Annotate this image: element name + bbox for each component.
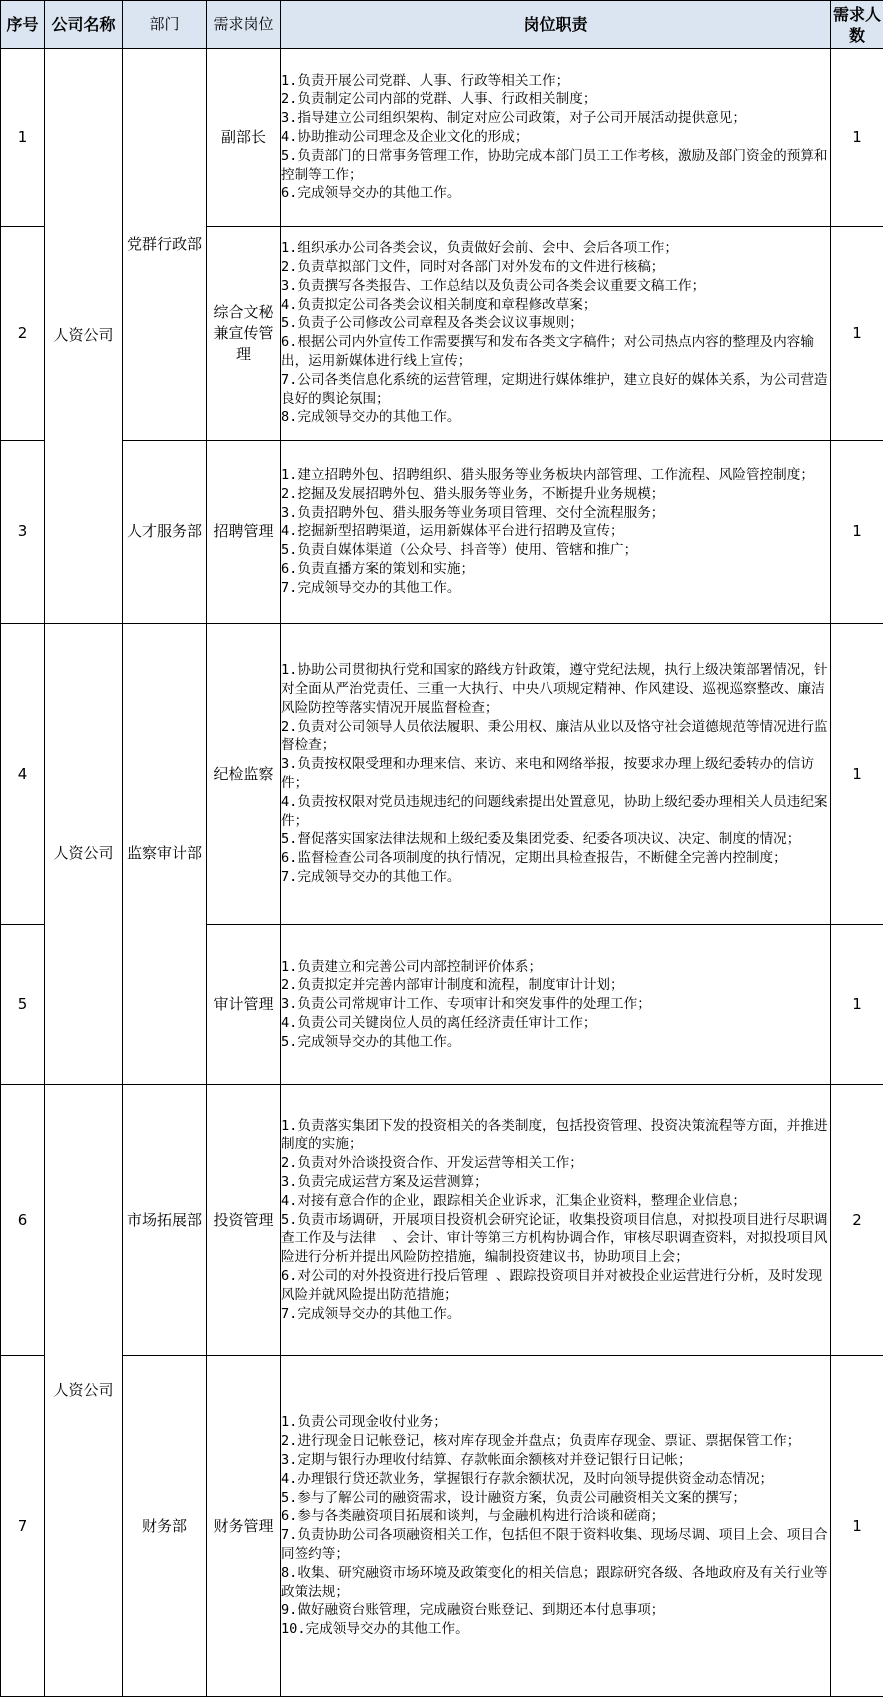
duty-item: 1.负责开展公司党群、人事、行政等相关工作； [281, 72, 570, 89]
duties-cell [281, 1356, 831, 1697]
duty-item: 5.参与了解公司的融资需求，设计融资方案，负责公司融资相关文案的撰写； [281, 1489, 746, 1506]
duty-item: 6.对公司的对外投资进行投后管理 、跟踪投资项目并对被投企业运营进行分析，及时发现风险并就风险提出防范措施； [281, 1268, 823, 1303]
duty-item: 3.负责招聘外包、猎头服务等业务项目管理、交付全流程服务； [281, 504, 665, 521]
header-row [1, 1, 883, 49]
position-name: 综合文秘兼宣传管理 [207, 226, 281, 440]
duty-item: 8.收集、研究融资市场环境及政策变化的相关信息；跟踪研究各级、各地政府及有关行业等政策法规； [281, 1564, 828, 1600]
headcount: 2 [831, 1084, 883, 1355]
duty-item: 2.负责草拟部门文件，同时对各部门对外发布的文件进行核稿； [281, 259, 665, 276]
duties-cell [281, 623, 831, 924]
headcount: 1 [831, 1356, 883, 1697]
headcount: 1 [831, 226, 883, 440]
department-name: 财务部 [123, 1356, 207, 1697]
duty-item: 6.监督检查公司各项制度的执行情况，定期出具检查报告，不断健全完善内控制度； [281, 850, 787, 867]
duty-item: 2.负责对外洽谈投资合作、开发运营等相关工作； [281, 1155, 583, 1172]
duty-item: 2.负责拟定并完善内部审计制度和流程，制度审计计划； [281, 977, 624, 994]
duty-item: 5.负责市场调研，开展项目投资机会研究论证，收集投资项目信息，对拟投项目进行尽职调查工作及与法律 、会计、审计等第三方机构协调合作，审核尽职调查资料，对拟投项目风险进行分析并提出风险防控措施，编制投资建议书，协助项目上会； [281, 1211, 828, 1266]
table-row [1, 440, 883, 623]
row-index: 4 [1, 623, 45, 924]
duty-item: 6.根据公司内外宣传工作需要撰写和发布各类文字稿件；对公司热点内容的整理及内容输出，运用新媒体进行线上宣传； [281, 334, 814, 370]
duties-cell [281, 226, 831, 440]
duty-item: 2.进行现金日记帐登记，核对库存现金并盘点；负责库存现金、票证、票据保管工作； [281, 1433, 801, 1450]
duty-item: 10.完成领导交办的其他工作。 [281, 1621, 469, 1638]
header-duties: 岗位职责 [281, 1, 831, 49]
duty-item: 3.负责完成运营方案及运营测算； [281, 1174, 488, 1191]
duty-item: 7.公司各类信息化系统的运营管理，定期进行媒体维护，建立良好的媒体关系，为公司营造良好的舆论氛围； [281, 371, 828, 407]
row-index: 3 [1, 440, 45, 623]
table-row [1, 623, 883, 924]
duty-item: 4.办理银行贷还款业务，掌握银行存款余额状况，及时向领导提供资金动态情况； [281, 1470, 774, 1487]
duty-item: 1.负责落实集团下发的投资相关的各类制度，包括投资管理、投资决策流程等方面，并推进制度的实施； [281, 1117, 828, 1153]
header-department: 部门 [123, 1, 207, 49]
header-index: 序号 [1, 1, 45, 49]
duty-item: 3.负责公司常规审计工作、专项审计和突发事件的处理工作； [281, 996, 651, 1013]
duties-cell [281, 925, 831, 1085]
duty-item: 6.负责直播方案的策划和实施； [281, 561, 475, 578]
duty-item: 7.完成领导交办的其他工作。 [281, 1305, 461, 1322]
duty-item: 1.负责公司现金收付业务； [281, 1414, 447, 1431]
header-position: 需求岗位 [207, 1, 281, 49]
duty-item: 1.负责建立和完善公司内部控制评价体系； [281, 958, 543, 975]
company-name: 人资公司 [45, 1084, 123, 1696]
duty-item: 7.负责协助公司各项融资相关工作，包括但不限于资料收集、现场尽调、项目上会、项目合同签约等； [281, 1527, 828, 1562]
duty-item: 2.负责对公司领导人员依法履职、秉公用权、廉洁从业以及恪守社会道德规范等情况进行监督检查； [281, 718, 828, 754]
row-index: 7 [1, 1356, 45, 1697]
duty-item: 7.完成领导交办的其他工作。 [281, 579, 461, 596]
duty-item: 1.建立招聘外包、招聘组织、猎头服务等业务板块内部管理、工作流程、风险管控制度； [281, 467, 814, 484]
duty-item: 8.完成领导交办的其他工作。 [281, 409, 461, 426]
company-name: 人资公司 [45, 49, 123, 624]
duty-item: 7.完成领导交办的其他工作。 [281, 869, 461, 885]
row-index: 2 [1, 226, 45, 440]
table-row [1, 1356, 883, 1697]
position-name: 招聘管理 [207, 440, 281, 623]
duties-cell [281, 49, 831, 227]
table-row [1, 1084, 883, 1355]
header-count: 需求人数 [831, 1, 883, 49]
row-index: 6 [1, 1084, 45, 1355]
row-index: 5 [1, 925, 45, 1085]
headcount: 1 [831, 440, 883, 623]
duty-item: 6.完成领导交办的其他工作。 [281, 185, 461, 202]
duty-item: 6.参与各类融资项目拓展和谈判，与金融机构进行洽谈和磋商； [281, 1508, 665, 1525]
headcount: 1 [831, 925, 883, 1085]
position-name: 纪检监察 [207, 623, 281, 924]
duty-item: 4.负责公司关键岗位人员的离任经济责任审计工作； [281, 1014, 597, 1031]
position-name: 审计管理 [207, 925, 281, 1085]
duties-cell [281, 440, 831, 623]
duty-item: 4.协助推动公司理念及企业文化的形成； [281, 128, 529, 145]
header-company: 公司名称 [45, 1, 123, 49]
position-name: 投资管理 [207, 1084, 281, 1355]
duties-cell [281, 1084, 831, 1355]
duty-item: 1.协助公司贯彻执行党和国家的路线方针政策，遵守党纪法规，执行上级决策部署情况，针对全面从严治党责任、三重一大执行、中央八项规定精神、作风建设、巡视巡察整改、廉洁风险防控等落实情况开展监督检查； [281, 662, 828, 716]
duty-item: 5.负责自媒体渠道（公众号、抖音等）使用、管辖和推广； [281, 542, 638, 559]
duty-item: 9.做好融资台账管理，完成融资台账登记、到期还本付息事项； [281, 1602, 665, 1619]
duty-item: 5.完成领导交办的其他工作。 [281, 1033, 461, 1050]
position-name: 财务管理 [207, 1356, 281, 1697]
row-index: 1 [1, 49, 45, 227]
duty-item: 3.负责撰写各类报告、工作总结以及负责公司各类会议重要文稿工作； [281, 277, 706, 294]
duty-item: 5.负责子公司修改公司章程及各类会议议事规则； [281, 315, 583, 332]
position-name: 副部长 [207, 49, 281, 227]
department-name: 监察审计部 [123, 623, 207, 1084]
duty-item: 3.指导建立公司组织架构、制定对应公司政策，对子公司开展活动提供意见； [281, 110, 746, 127]
department-name: 市场拓展部 [123, 1084, 207, 1355]
duty-item: 4.负责按权限对党员违规违纪的问题线索提出处置意见，协助上级纪委办理相关人员违纪案件； [281, 793, 828, 829]
duty-item: 5.负责部门的日常事务管理工作，协助完成本部门员工工作考核，激励及部门资金的预算和控制等工作； [281, 147, 828, 183]
duty-item: 3.定期与银行办理收付结算、存款帐面余额核对并登记银行日记帐； [281, 1451, 692, 1468]
duty-item: 4.负责拟定公司各类会议相关制度和章程修改草案； [281, 296, 597, 313]
duty-item: 4.对接有意合作的企业，跟踪相关企业诉求，汇集企业资料，整理企业信息； [281, 1192, 746, 1209]
headcount: 1 [831, 49, 883, 227]
table-row [1, 49, 883, 227]
department-name: 人才服务部 [123, 440, 207, 623]
department-name: 党群行政部 [123, 49, 207, 441]
duty-item: 3.负责按权限受理和办理来信、来访、来电和网络举报，按要求办理上级纪委转办的信访件； [281, 756, 814, 792]
duty-item: 5.督促落实国家法律法规和上级纪委及集团党委、纪委各项决议、决定、制度的情况； [281, 831, 801, 848]
duty-item: 4.挖掘新型招聘渠道，运用新媒体平台进行招聘及宣传； [281, 523, 624, 540]
duty-item: 1.组织承办公司各类会议，负责做好会前、会中、会后各项工作； [281, 240, 678, 257]
company-name: 人资公司 [45, 623, 123, 1084]
duty-item: 2.负责制定公司内部的党群、人事、行政相关制度； [281, 91, 597, 108]
duty-item: 2.挖掘及发展招聘外包、猎头服务等业务，不断提升业务规模； [281, 485, 665, 502]
headcount: 1 [831, 623, 883, 924]
